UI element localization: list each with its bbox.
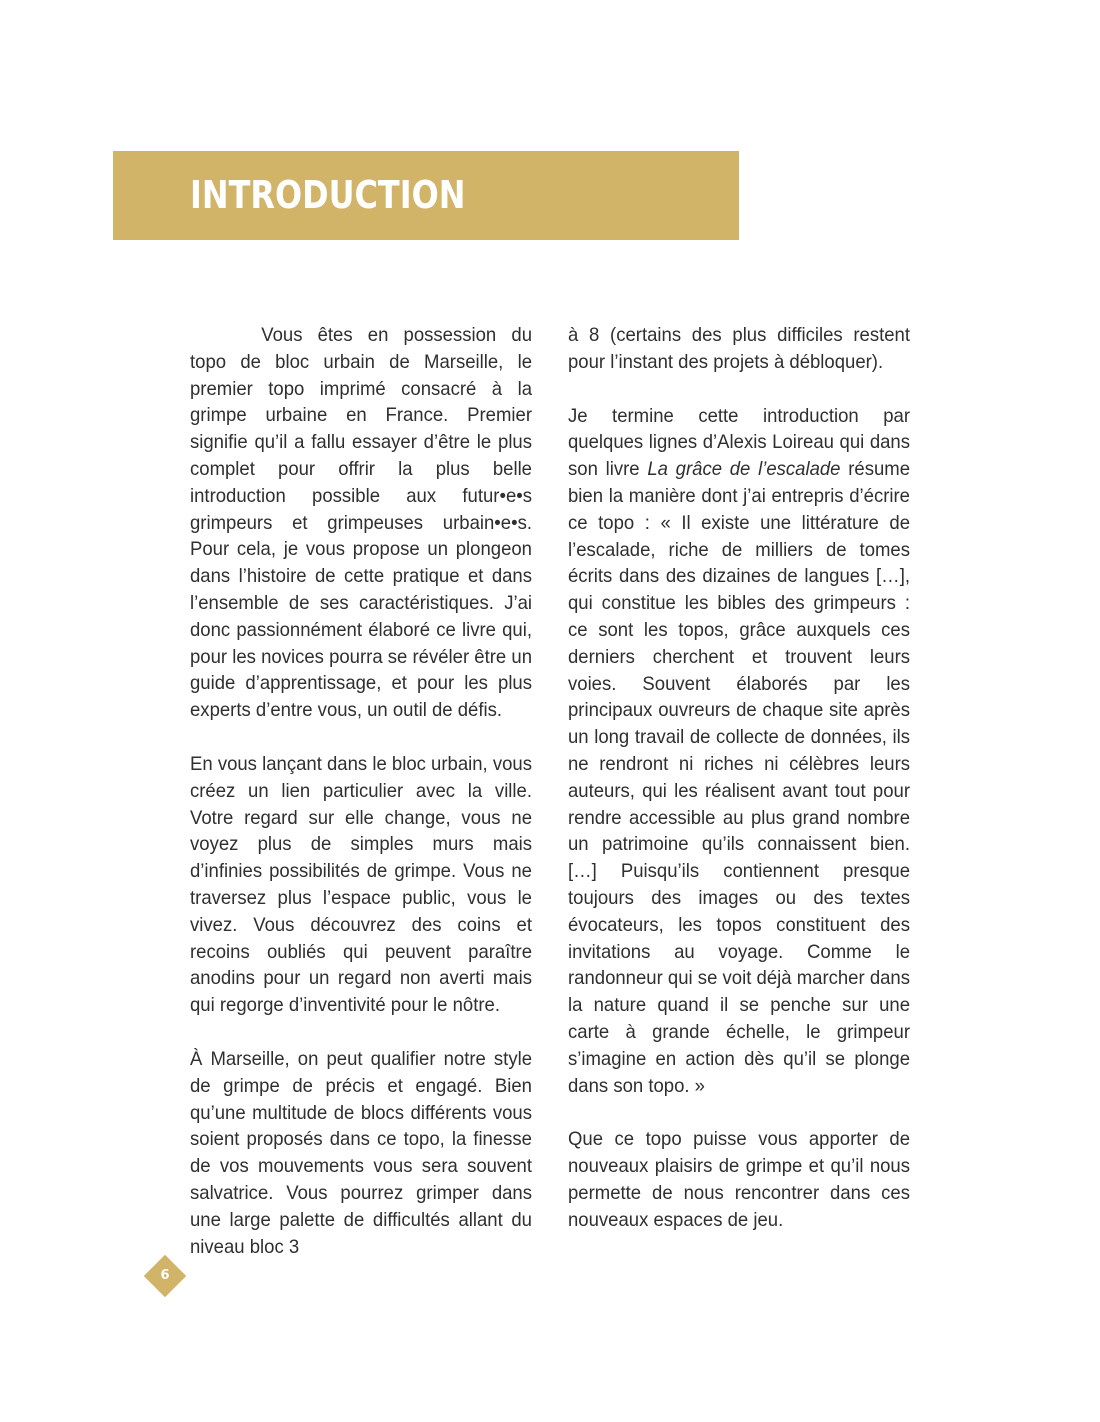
text-column-right bbox=[568, 322, 910, 1261]
paragraph-intro: Vous êtes en possession du topo de bloc urbain de Marseille, le premier topo imprimé consacré à la grimpe urbaine en France. Premier signifie qu’il a fallu essayer d’être le plus complet pour offrir la plus belle introduction possible aux futur•e•s grimpeurs et grimpeuses urbain•e•s. Pour cela, je vous propose un plongeon dans l’histoire de cette pratique et dans l’ensemble de ses caractéristiques. J’ai donc passionnément élaboré ce livre qui, pour les novices pourra se révéler être un guide d’apprentissage, et pour les plus experts d’entre vous, un outil de défis. bbox=[190, 324, 532, 722]
chapter-header-band bbox=[113, 151, 739, 240]
quote-body-text: résume bien la manière dont j’ai entrepris d’écrire ce topo : « Il existe une littérature de l’escalade, riche de milliers de tomes écrits dans des dizaines de langues […], qui constitue les bibles des grimpeurs : ce sont les topos, grâce auxquels ces derniers cherchent et trouvent leurs voies. Souvent élaborés par les principaux ouvreurs de chaque site après un long travail de collecte de données, ils ne rendront ni riches ni célèbres leurs auteurs, qui les réalisent avant tout pour rendre accessible au plus grand nombre un patrimoine qu’ils connaissent bien. […] Puisqu’ils contiennent presque toujours des images ou des textes évocateurs, les topos constituent des invitations au voyage. Comme le randonneur qui se voit déjà marcher dans la nature quand il se penche sur une carte à grande échelle, le grimpeur s’imagine en action dès qu’il se plonge dans son topo. » bbox=[568, 458, 910, 1097]
paragraph-closing: Que ce topo puisse vous apporter de nouveaux plaisirs de grimpe et qu’il nous permette de nous rencontrer dans ces nouveaux espaces de jeu. bbox=[568, 1128, 910, 1231]
text-column-left bbox=[190, 322, 532, 1287]
chapter-title: INTRODUCTION bbox=[190, 173, 466, 217]
paragraph-urban-bouldering: En vous lançant dans le bloc urbain, vous créez un lien particulier avec la ville. Votre regard sur elle change, vous ne voyez plus de simples murs mais d’infinies possibilités de grimpe. Vous ne traversez plus l’espace public, vous le vivez. Vous découvrez des coins et recoins oubliés qui peuvent paraître anodins pour un regard non averti mais qui regorge d’inventivité pour le nôtre. bbox=[190, 752, 532, 1017]
page-number-badge bbox=[144, 1255, 186, 1297]
paragraph-difficulty-continued: à 8 (certains des plus difficiles restent pour l’instant des projets à débloquer). bbox=[568, 324, 910, 373]
quote-lead-text: Je termine cette introduction par quelques lignes d’Alexis Loireau qui dans son livre bbox=[568, 404, 910, 481]
page-number: 6 bbox=[160, 1268, 170, 1283]
book-title: La grâce de l’escalade bbox=[647, 458, 841, 481]
paragraph-marseille-style: À Marseille, on peut qualifier notre style de grimpe de précis et engagé. Bien qu’une multitude de blocs différents vous soient proposés dans ce topo, la finesse de vos mouvements vous sera souvent salvatrice. Vous pourrez grimper dans une large palette de difficultés allant du niveau bloc 3 bbox=[190, 1047, 532, 1258]
paragraph-loireau-quote bbox=[568, 403, 910, 1100]
